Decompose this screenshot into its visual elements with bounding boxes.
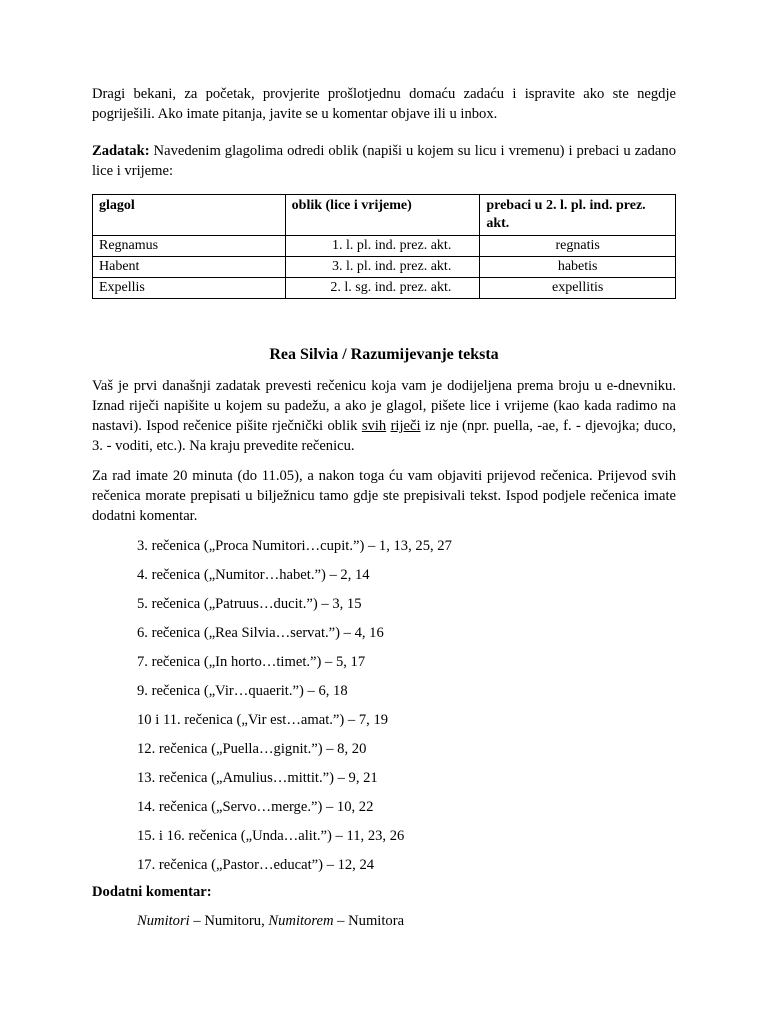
- table-cell-form: 2. l. sg. ind. prez. akt.: [285, 278, 480, 299]
- latin-word: Numitori: [137, 913, 190, 929]
- table-header: prebaci u 2. l. pl. ind. prez. akt.: [480, 195, 676, 236]
- list-item: 13. rečenica („Amulius…mittit.”) – 9, 21: [137, 770, 378, 786]
- table-cell-form: 1. l. pl. ind. prez. akt.: [285, 236, 480, 257]
- task-paragraph: [92, 141, 676, 181]
- comment-text: – Numitoru,: [189, 913, 269, 929]
- task-label: Zadatak:: [92, 143, 150, 159]
- table-header-row: [93, 195, 676, 236]
- list-item: 17. rečenica („Pastor…educat”) – 12, 24: [137, 857, 375, 873]
- table-header: oblik (lice i vrijeme): [285, 195, 480, 236]
- list-item: 14. rečenica („Servo…merge.”) – 10, 22: [137, 799, 374, 815]
- time-paragraph: Za rad imate 20 minuta (do 11.05), a nakon toga ću vam objaviti prijevod rečenica. Prijevod svih rečenica morate prepisati u bilježnicu tamo gdje ste prepisivali tekst. Ispod podjele rečenica imate dodatni komentar.: [92, 468, 676, 524]
- underlined-word: riječi: [390, 418, 421, 434]
- additional-comment-label: Dodatni komentar:: [92, 884, 212, 900]
- latin-word: Numitorem: [268, 913, 334, 929]
- table-cell-converted: regnatis: [480, 236, 676, 257]
- table-cell-form: 3. l. pl. ind. prez. akt.: [285, 257, 480, 278]
- additional-comment: [92, 911, 676, 931]
- sentence-list: [92, 536, 676, 884]
- instructions-paragraph: [92, 376, 676, 456]
- list-item: 3. rečenica („Proca Numitori…cupit.”) – 1, 13, 25, 27: [137, 538, 452, 554]
- list-item: 9. rečenica („Vir…quaerit.”) – 6, 18: [137, 683, 348, 699]
- table-cell-verb: Regnamus: [93, 236, 286, 257]
- list-item: 4. rečenica („Numitor…habet.”) – 2, 14: [137, 567, 370, 583]
- table-row: [93, 257, 676, 278]
- list-item: 6. rečenica („Rea Silvia…servat.”) – 4, 16: [137, 625, 384, 641]
- table-header: glagol: [93, 195, 286, 236]
- table-row: [93, 278, 676, 299]
- comment-text: – Numitora: [333, 913, 405, 929]
- instructions-text: Vaš je prvi današnji zadatak prevesti rečenicu koja vam je dodijeljena prema broju u e-dnevniku. Iznad riječi napišite u kojem su padežu, a ako je glagol, pišete lice i vrijeme (kao kada radimo na nastavi). Ispod rečenice pišite rječnički oblik: [92, 378, 676, 434]
- list-item: 5. rečenica („Patruus…ducit.”) – 3, 15: [137, 596, 362, 612]
- table-row: [93, 236, 676, 257]
- table-cell-verb: Habent: [93, 257, 286, 278]
- underlined-word: svih: [361, 418, 387, 434]
- table-cell-verb: Expellis: [93, 278, 286, 299]
- instructions-text: iz nje (npr. puella, -ae, f. - djevojka; duco, 3. - voditi, etc.). Na kraju prevedite rečenicu.: [92, 418, 676, 454]
- verb-table: [92, 194, 676, 299]
- intro-paragraph: Dragi bekani, za početak, provjerite prošlotjednu domaću zadaću i ispravite ako ste negdje pogriješili. Ako imate pitanja, javite se u komentar objave ili u inbox.: [92, 86, 676, 122]
- document-page: [92, 84, 676, 931]
- list-item: 12. rečenica („Puella…gignit.”) – 8, 20: [137, 741, 367, 757]
- list-item: 10 i 11. rečenica („Vir est…amat.”) – 7, 19: [137, 712, 389, 728]
- table-cell-converted: habetis: [480, 257, 676, 278]
- task-text: Navedenim glagolima odredi oblik (napiši u kojem su licu i vremenu) i prebaci u zadano lice i vrijeme:: [92, 143, 676, 179]
- table-cell-converted: expellitis: [480, 278, 676, 299]
- section-title: Rea Silvia / Razumijevanje teksta: [269, 346, 499, 363]
- list-item: 15. i 16. rečenica („Unda…alit.”) – 11, 23, 26: [137, 828, 405, 844]
- list-item: 7. rečenica („In horto…timet.”) – 5, 17: [137, 654, 366, 670]
